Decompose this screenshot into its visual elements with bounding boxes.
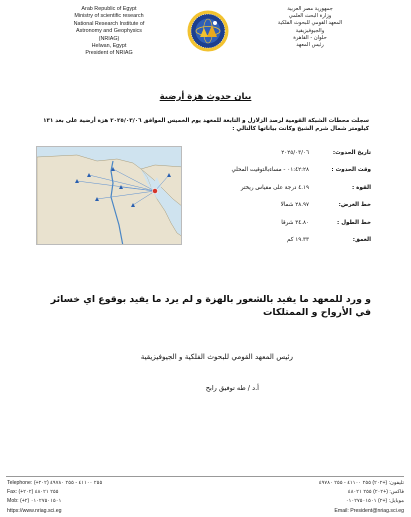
- fact-row: [181, 185, 371, 202]
- header-line: Arab Republic of Egypt: [81, 6, 137, 12]
- header-english-block: [44, 6, 174, 58]
- footer-email-link[interactable]: Email: President@nriag.sci.eg: [334, 507, 404, 514]
- header-line: وزارة البحث العلمي: [288, 13, 332, 20]
- fact-value: ٢٨.٩٧ شمالا: [280, 202, 309, 209]
- header-arabic-block: [250, 6, 370, 49]
- earthquake-facts: [181, 150, 371, 254]
- institution-line: رئيس المعهد القومي للبحوث الفلكية و الجيوفيزيقية: [140, 352, 293, 361]
- fact-value: ١٩.٣٣ كم: [287, 236, 309, 243]
- header-line: Helwan, Egypt: [91, 43, 127, 50]
- epicenter-map: [36, 146, 182, 245]
- fact-label: خط الطول :: [337, 219, 371, 226]
- signatory-name: أ.د / طه توفيق رابح: [205, 384, 259, 392]
- header-line: حلوان - القاهرة: [293, 34, 327, 41]
- footer-website-link[interactable]: https://www.nriag.sci.eg: [7, 507, 62, 514]
- header-line: Astronomy and Geophysics: [76, 28, 142, 35]
- footer-telephone: Telephone: (+٢٠٢) ٢٥٥ ٤١١٠٠ - ٢٥٥ ٤٩٧٨٠: [7, 480, 103, 486]
- fact-row: [181, 167, 371, 184]
- fact-value: ٤.١٩ درجة على مقياس ريختر: [240, 184, 309, 191]
- nriag-logo: [187, 10, 229, 52]
- fact-label: العمق:: [352, 236, 371, 243]
- footer-contact-english: [7, 479, 102, 516]
- footer-mobile-ar: موبايل: (+٢) ٠١٠٢٧٥٠١٥٠١: [345, 498, 404, 505]
- header-line: National Research Institute of: [73, 20, 145, 27]
- header-line: رئيس المعهد: [296, 42, 324, 49]
- header-line: جمهورية مصر العربية: [287, 6, 333, 12]
- epicenter-marker: [152, 188, 157, 193]
- fact-row: [181, 220, 371, 237]
- document-title: بيان حدوث هزة أرضية: [159, 92, 252, 102]
- footer-mobile: Mob: (+٢) ٠١٠٢٧٥٠١٥٠١: [7, 498, 62, 505]
- fact-label: خط العرض:: [338, 202, 371, 209]
- header-line: President of NRIAG: [85, 50, 133, 57]
- fact-value: ٠١:٤٢:٢٨ - مساءبالتوقيت المحلي: [231, 167, 309, 174]
- egypt-map-graphic: [37, 147, 182, 245]
- fact-row: [181, 202, 371, 219]
- header-line: المعهد القومي للبحوث الفلكية: [277, 20, 343, 27]
- intro-paragraph: سجلت محطات الشبكة القومية لرصد الزلازل و التابعة للمعهد يوم الخميس الموافق ٢٠٢٥/٠٣/٠٦ هزة أرضية على بعد ١٣١ كيلومتر شمال شرم الشيخ وكانت بياناتها كالتالي :: [43, 118, 369, 133]
- fact-row: [181, 150, 371, 167]
- header-line: (NRIAG): [98, 35, 120, 42]
- footer-fax-ar: فاكس: (+٢٠٢) ٢٥٥ ٤٨٠٢١: [347, 489, 404, 496]
- header-line: والجيوفيزيقية: [295, 27, 325, 34]
- fact-label: تاريخ الحدوث:: [332, 150, 371, 156]
- fact-row: [181, 237, 371, 254]
- footer-fax: Fax: (+٢٠٢) ٢٥٥ ٤٨٠٢١: [7, 489, 59, 496]
- fact-value: ٢٠٢٥/٠٣/٠٦: [281, 150, 309, 156]
- footer-telephone-ar: تليفون: (+٢٠٢) ٢٥٥ ٤١١٠٠ - ٢٥٥ ٤٩٧٨٠: [318, 480, 404, 486]
- damage-statement: و ورد للمعهد ما يفيد بالشعور بالهزة و لم يرد ما يفيد بوقوع اي خسائر في الأرواح و الممتلكات: [50, 294, 371, 318]
- fact-label: القوة :: [351, 184, 371, 191]
- header-line: Ministry of scientific research: [74, 13, 144, 20]
- footer-contact-arabic: [319, 479, 404, 516]
- fact-label: وقت الحدوث :: [331, 167, 371, 174]
- footer-divider: [6, 476, 404, 477]
- fact-value: ٣٤.٨٠ شرقا: [281, 219, 309, 226]
